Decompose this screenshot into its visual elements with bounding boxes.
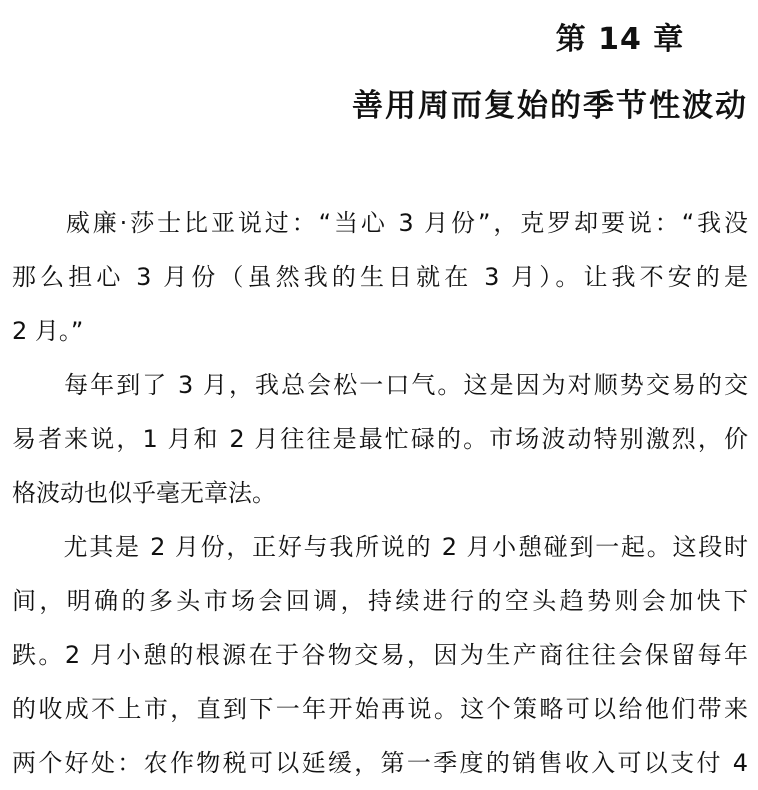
text-line: 威廉·莎士比亚说过：“当心 3 月份”，克罗却要说：“我没 bbox=[12, 209, 748, 237]
text-line: 2 月。” bbox=[12, 317, 84, 345]
text-line: 易者来说，1 月和 2 月往往是最忙碌的。市场波动特别激烈，价 bbox=[12, 425, 748, 453]
text-line: 两个好处：农作物税可以延缓，第一季度的销售收入可以支付 4 bbox=[12, 749, 748, 777]
text-line: 尤其是 2 月份，正好与我所说的 2 月小憩碰到一起。这段时 bbox=[12, 533, 748, 561]
chapter-number: 第 14 章 bbox=[555, 22, 685, 57]
text-line: 格波动也似乎毫无章法。 bbox=[12, 479, 276, 507]
chapter-title: 善用周而复始的季节性波动 bbox=[352, 88, 748, 124]
text-line: 的收成不上市，直到下一年开始再说。这个策略可以给他们带来 bbox=[12, 695, 748, 723]
text-line: 间，明确的多头市场会回调，持续进行的空头趋势则会加快下 bbox=[12, 587, 748, 615]
body-text bbox=[12, 196, 748, 790]
text-line: 那么担心 3 月份（虽然我的生日就在 3 月）。让我不安的是 bbox=[12, 263, 748, 291]
text-line: 跌。2 月小憩的根源在于谷物交易，因为生产商往往会保留每年 bbox=[12, 641, 748, 669]
text-line: 每年到了 3 月，我总会松一口气。这是因为对顺势交易的交 bbox=[12, 371, 748, 399]
